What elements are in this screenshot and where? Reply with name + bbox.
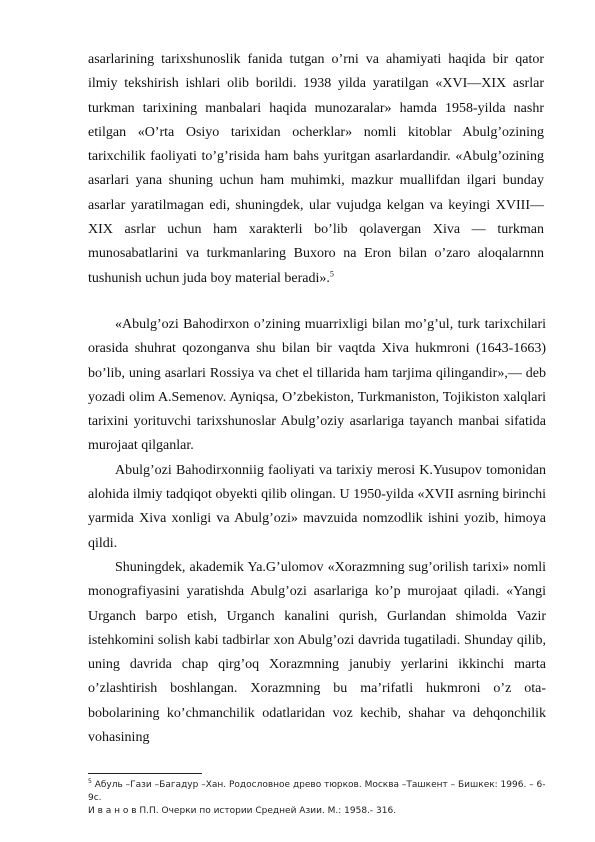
footnote-ref-5[interactable]: 5: [329, 269, 334, 279]
paragraph-2: «Abulg’ozi Bahodirxon o’zining muarrixligi bilan mo’g’ul, turk tarixchilari orasida shuhrat qozonganva shu bilan bir vaqtda Xiva hukmroni (1643-1663) bo’lib, uning asarlari Rossiya va chet el tillarida ham tarjima qilingandir»,— deb yozadi olim A.Semenov. Ayniqsa, O’zbekiston, Turkmaniston, Tojikiston xalqlari tarixini yorituvchi tarixshunoslar Abulg’oziy asarlariga tayanch manbai sifatida murojaat qilganlar.: [88, 316, 546, 454]
footnote-5: [88, 779, 558, 805]
footnotes: [88, 779, 558, 818]
paragraph-1-text: asarlarining tarixshunoslik fanida tutgan o’rni va ahamiyati haqida bir qator ilmiy tekshirish ishlari olib borildi. 1938 yilda yaratilgan «XVI—XIX asrlar turkman tarixining manbalari haqida munozaralar» hamda 1958-yilda nashr etilgan «O’rta Osiyo tarixidan ocherklar» nomli kitoblar Abulg’ozining tarixchilik faoliyati to’g’risida ham bahs yuritgan asarlardandir. «Abulg’ozining asarlari yana shuning uchun ham muhimki, mazkur muallifdan ilgari bunday asarlar yaratilmagan edi, shuningdek, ular vujudga kelgan va keyingi XVIII—XIX asrlar uchun ham xarakterli bo’lib qolavergan Xiva — turkman munosabatlarini va turkmanlaring Buxoro na Eron bilan o’zaro aloqalarnnn tushunish uchun juda boy material beradi».: [88, 52, 544, 286]
paragraph-gap: [88, 291, 546, 313]
footnote-5-text: Абуль –Гази –Багадур –Хан. Родословное древо тюрков. Москва –Ташкент – Бишкек: 1996. – 6-9с.: [88, 780, 546, 803]
footnote-ivanov: И в а н о в П.П. Очерки по истории Средней Азии. М.: 1958.- 316.: [88, 806, 397, 816]
footnote-5-mark: 5: [88, 778, 92, 785]
paragraph-1: [88, 48, 544, 291]
footnote-separator: [88, 773, 202, 774]
document-body: [88, 48, 546, 750]
paragraph-1-block: [88, 48, 544, 291]
paragraph-3: Abulg’ozi Bahodirxonniig faoliyati va tarixiy merosi K.Yusupov tomonidan alohida ilmiy tadqiqot obyekti qilib olingan. U 1950-yilda «XVII asrning birinchi yarmida Xiva xonligi va Abulg’ozi» mavzuida nomzodlik ishini yozib, himoya qildi.: [88, 462, 546, 551]
paragraph-4: Shuningdek, akademik Ya.G’ulomov «Xorazmning sug’orilish tarixi» nomli monografiyasini yaratishda Abulg’ozi asarlariga ko’p murojaat qiladi. «Yangi Urganch barpo etish, Urganch kanalini qurish, Gurlandan shimolda Vazir istehkomini solish kabi tadbirlar xon Abulg’ozi davrida tugatiladi. Shunday qilib, uning davrida chap qirg’oq Xorazmning janubiy yerlarini ikkinchi marta o’zlashtirish boshlangan. Xorazmning bu ma’rifatli hukmroni o’z ota-bobolarining ko’chmanchilik odatlaridan voz kechib, shahar va dehqonchilik vohasining: [88, 559, 546, 746]
